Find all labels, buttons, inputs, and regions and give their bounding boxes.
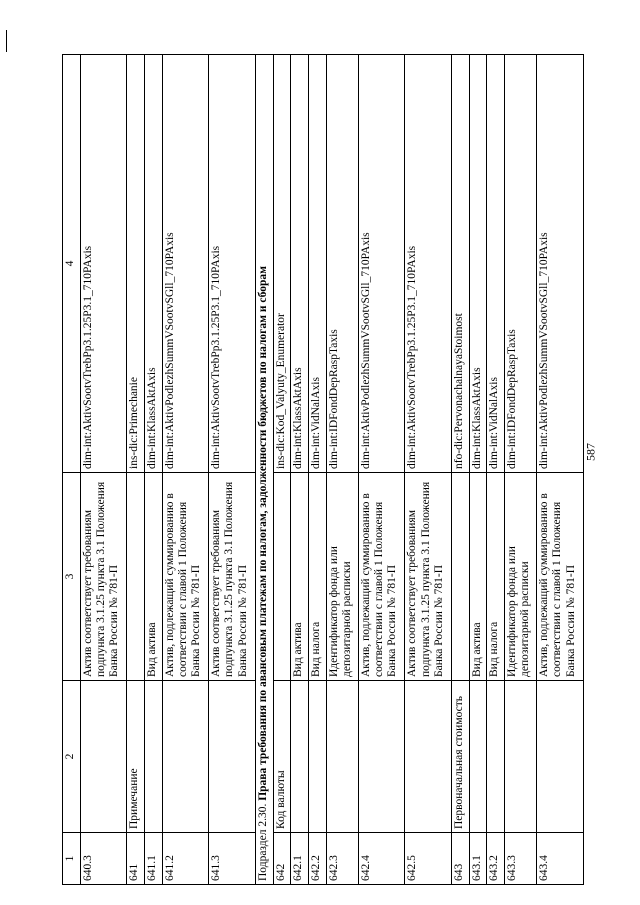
table-cell-c3: Актив, подлежащий суммированию в соответствии с главой 1 Положения Банка России № 781-П: [537, 473, 584, 681]
section-prefix: Подраздел 2.30.: [256, 803, 269, 881]
table-header-row: [63, 55, 81, 885]
table-row: [505, 55, 537, 885]
table-row: [469, 55, 487, 885]
table-cell-c3: Вид налога: [308, 473, 326, 681]
table-cell-c3: Вид налога: [487, 473, 505, 681]
table-cell-c3: [273, 473, 291, 681]
table-cell-c1: 643.2: [487, 833, 505, 885]
table-cell-c1: 642.5: [405, 833, 452, 885]
table-cell-c3: Актив, подлежащий суммированию в соответствии с главой 1 Положения Банка России № 781-П: [162, 473, 209, 681]
table-cell-c3: [127, 473, 145, 681]
table-cell-c2: [326, 681, 358, 833]
rotated-page: [62, 55, 584, 885]
header-cell: 1: [63, 833, 81, 885]
table-cell-c3: Вид актива: [291, 473, 309, 681]
requisites-table: [62, 54, 584, 885]
table-cell-c4: dim-int:IDFondDepRaspTaxis: [326, 55, 358, 473]
table-cell-c2: [144, 681, 162, 833]
table-row: [326, 55, 358, 885]
table-row: [144, 55, 162, 885]
table-cell-c3: Актив, подлежащий суммированию в соответствии с главой 1 Положения Банка России № 781-П: [358, 473, 405, 681]
table-row: [451, 55, 469, 885]
table-cell-c4: dim-int:AktivPodlezhSummVSootvSGll_710PAxis: [537, 55, 584, 473]
section-heading: [255, 55, 273, 885]
table-cell-c4: dim-int:KlassAktAxis: [144, 55, 162, 473]
table-cell-c4: dim-int:VidNalAxis: [308, 55, 326, 473]
table-cell-c1: 642: [273, 833, 291, 885]
table-row: [127, 55, 145, 885]
table-cell-c3: Актив соответствует требованиям подпункта 3.1.25 пункта 3.1 Положения Банка России № 781-П: [209, 473, 256, 681]
table-cell-c1: 642.4: [358, 833, 405, 885]
table-cell-c4: dim-int:KlassAktAxis: [469, 55, 487, 473]
table-row: [273, 55, 291, 885]
table-cell-c1: 640.3: [80, 833, 127, 885]
table-cell-c2: [469, 681, 487, 833]
table-cell-c2: [291, 681, 309, 833]
table-row: [358, 55, 405, 885]
table-cell-c3: Вид актива: [469, 473, 487, 681]
table-cell-c2: [162, 681, 209, 833]
table-cell-c2: [209, 681, 256, 833]
table-cell-c3: Актив соответствует требованиям подпункта 3.1.25 пункта 3.1 Положения Банка России № 781-П: [405, 473, 452, 681]
table-cell-c3: [451, 473, 469, 681]
table-cell-c4: dim-int:AktivSootvTrebPp3.1.25P3.1_710PAxis: [405, 55, 452, 473]
table-cell-c3: Идентификатор фонда или депозитарной расписки: [326, 473, 358, 681]
table-cell-c4: dim-int:AktivSootvTrebPp3.1.25P3.1_710PAxis: [209, 55, 256, 473]
table-cell-c2: [487, 681, 505, 833]
table-cell-c2: Первоначальная стоимость: [451, 681, 469, 833]
margin-mark: [6, 30, 7, 52]
table-cell-c2: [358, 681, 405, 833]
table-cell-c1: 643.3: [505, 833, 537, 885]
table-cell-c1: 643.4: [537, 833, 584, 885]
table-cell-c2: [537, 681, 584, 833]
table-cell-c2: Примечание: [127, 681, 145, 833]
table-row: [162, 55, 209, 885]
table-row: [308, 55, 326, 885]
section-row: [255, 55, 273, 885]
table-cell-c4: dim-int:AktivPodlezhSummVSootvSGll_710PAxis: [358, 55, 405, 473]
table-cell-c1: 643.1: [469, 833, 487, 885]
header-cell: 2: [63, 681, 81, 833]
header-cell: 3: [63, 473, 81, 681]
table-row: [537, 55, 584, 885]
table-cell-c2: [405, 681, 452, 833]
table-cell-c4: dim-int:AktivSootvTrebPp3.1.25P3.1_710PAxis: [80, 55, 127, 473]
header-cell: 4: [63, 55, 81, 473]
table-cell-c1: 641.3: [209, 833, 256, 885]
table-cell-c1: 642.3: [326, 833, 358, 885]
table-cell-c1: 642.2: [308, 833, 326, 885]
table-row: [80, 55, 127, 885]
table-cell-c2: [505, 681, 537, 833]
table-cell-c4: nfo-dic:PervonachalnayaStoimost: [451, 55, 469, 473]
table-cell-c1: 641.1: [144, 833, 162, 885]
table-cell-c1: 641: [127, 833, 145, 885]
table-cell-c3: Идентификатор фонда или депозитарной расписки: [505, 473, 537, 681]
table-cell-c2: [308, 681, 326, 833]
section-title: Права требования по авансовым платежам по налогам, задолженности бюджетов по налогам и сборам: [256, 266, 269, 801]
table-cell-c4: dim-int:VidNalAxis: [487, 55, 505, 473]
table-cell-c2: [80, 681, 127, 833]
table-cell-c1: 643: [451, 833, 469, 885]
table-row: [209, 55, 256, 885]
table-cell-c3: Актив соответствует требованиям подпункта 3.1.25 пункта 3.1 Положения Банка России № 781-П: [80, 473, 127, 681]
table-cell-c4: dim-int:IDFondDepRaspTaxis: [505, 55, 537, 473]
table-cell-c4: ins-dic:Primechanie: [127, 55, 145, 473]
table-row: [291, 55, 309, 885]
table-row: [487, 55, 505, 885]
table-body: [63, 55, 584, 885]
page-number: 587: [583, 443, 598, 461]
table-row: [405, 55, 452, 885]
table-cell-c2: Код валюты: [273, 681, 291, 833]
table-cell-c4: dim-int:AktivPodlezhSummVSootvSGll_710PAxis: [162, 55, 209, 473]
table-cell-c4: dim-int:KlassAktAxis: [291, 55, 309, 473]
table-cell-c4: ins-dic:Kod_Valyuty_Enumerator: [273, 55, 291, 473]
table-cell-c3: Вид актива: [144, 473, 162, 681]
table-cell-c1: 641.2: [162, 833, 209, 885]
table-cell-c1: 642.1: [291, 833, 309, 885]
